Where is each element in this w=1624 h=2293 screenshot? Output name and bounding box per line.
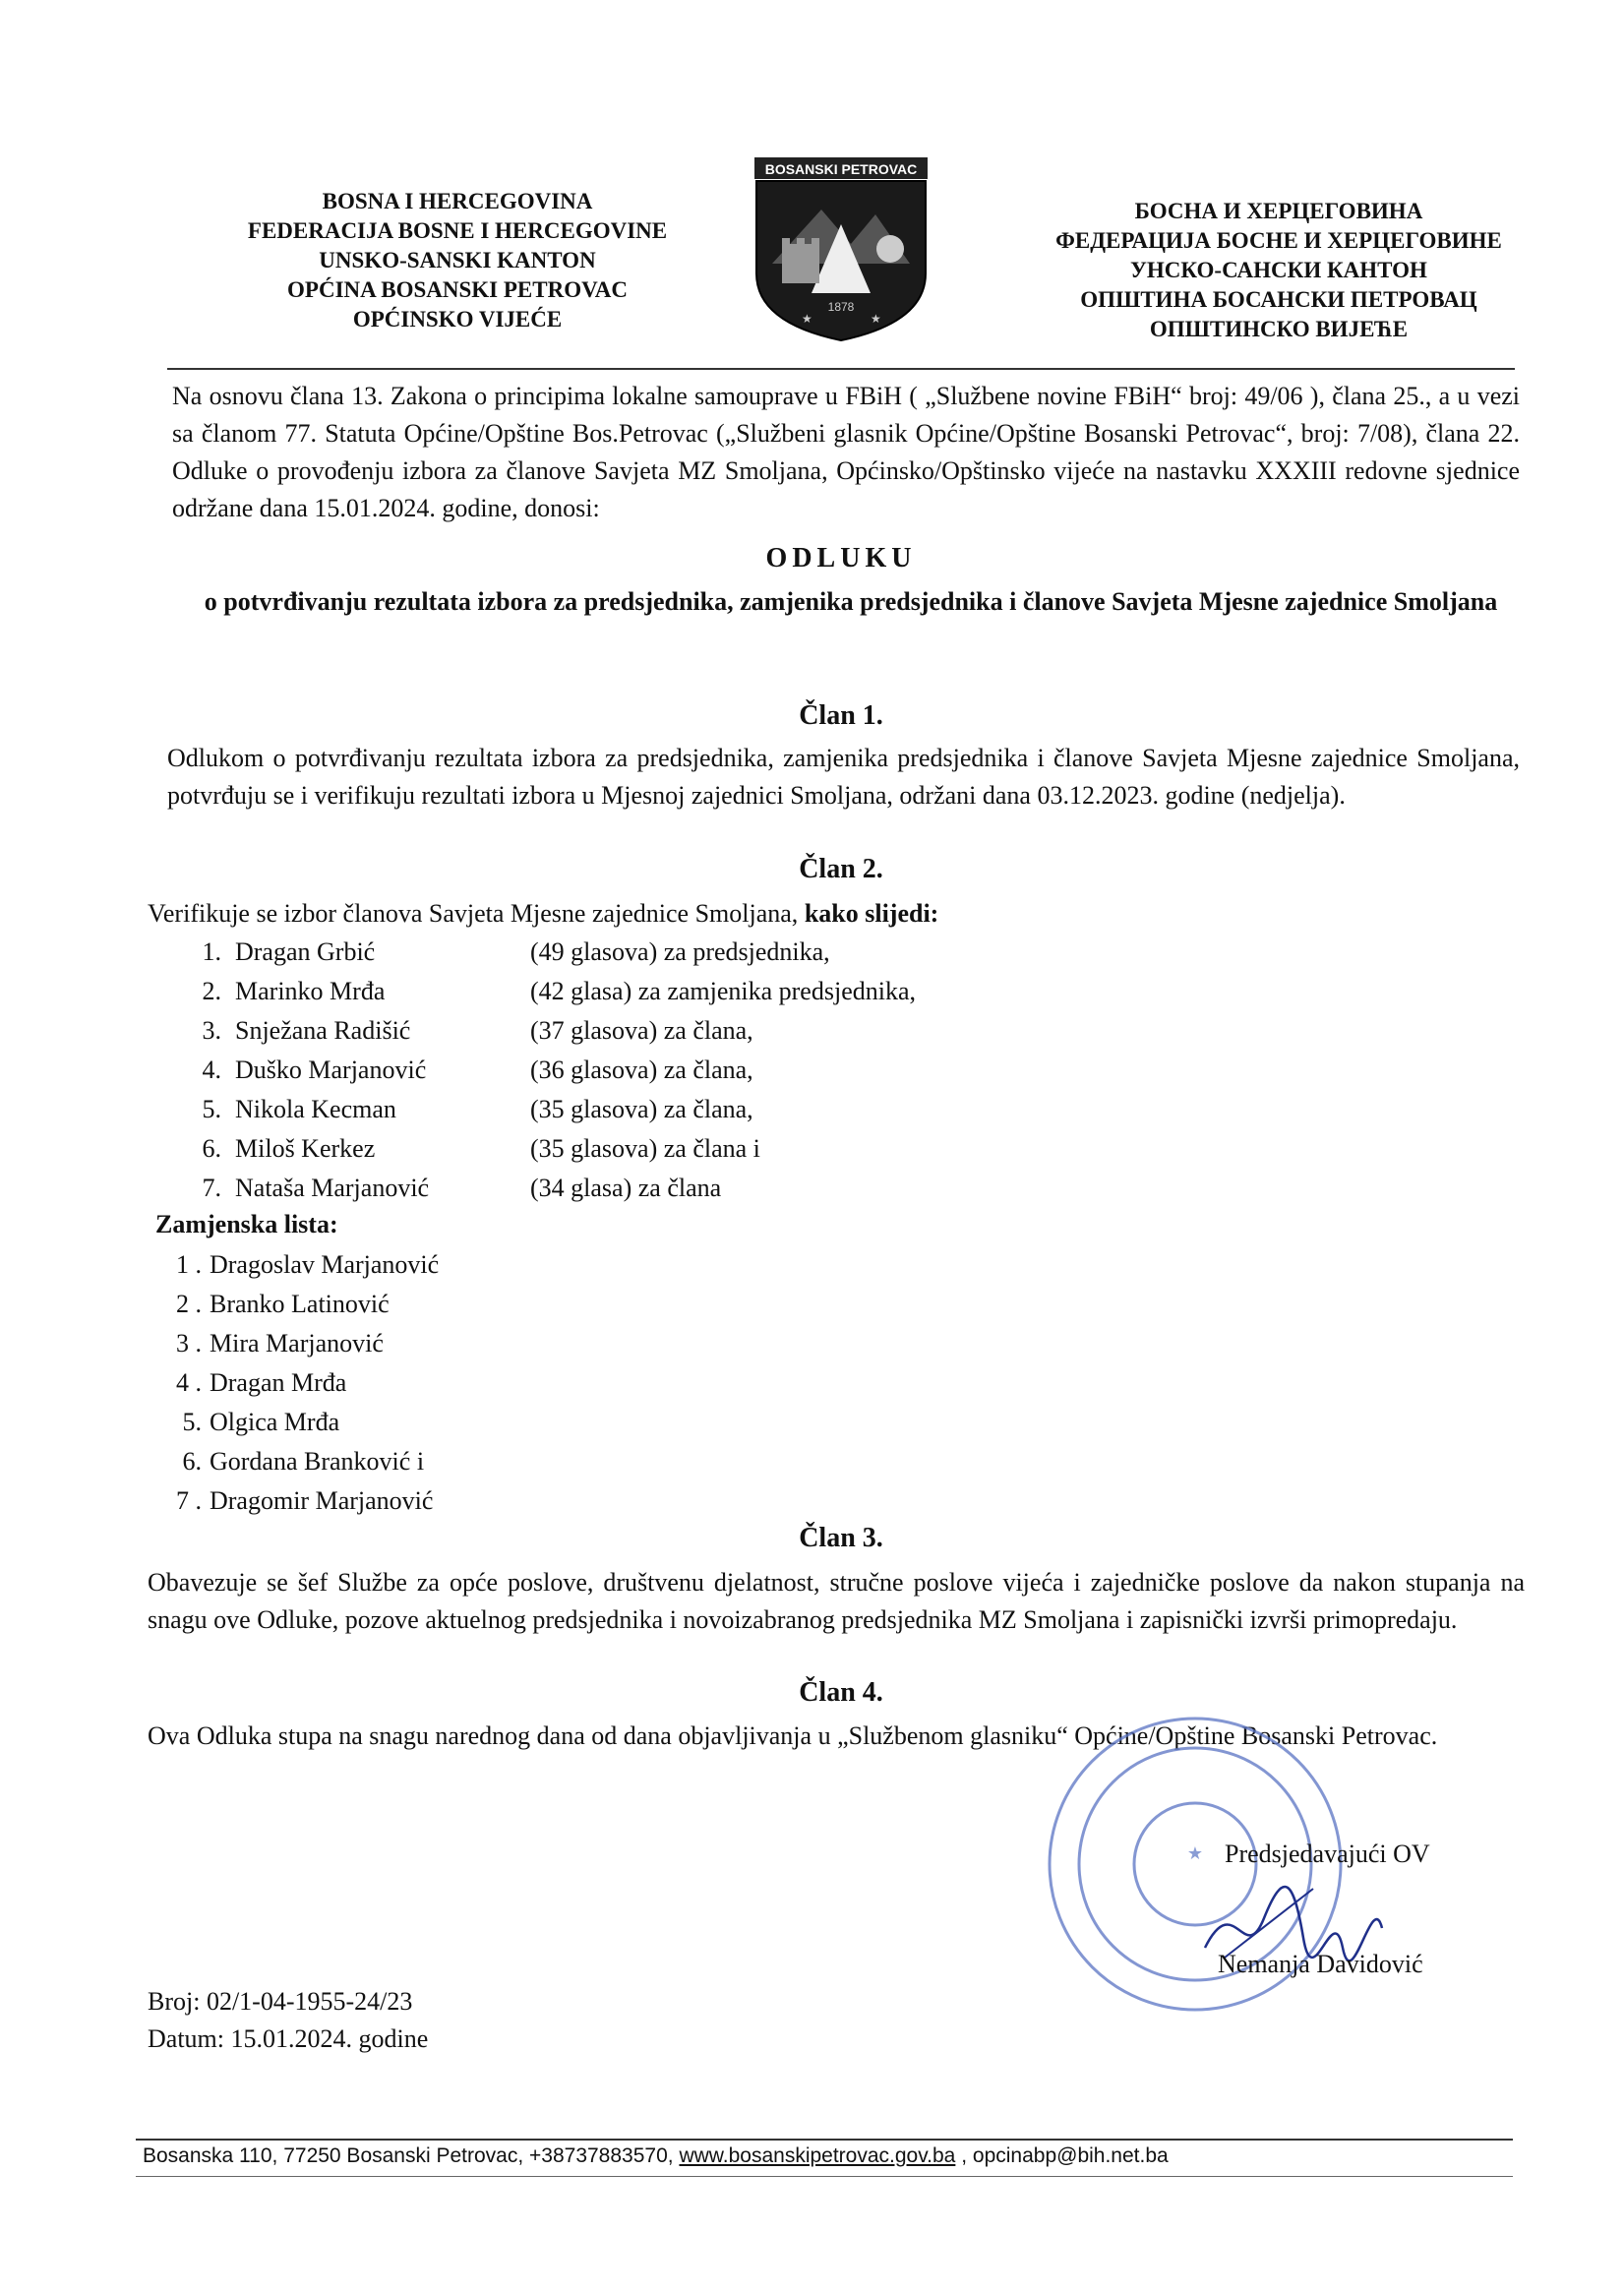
substitute-number: 4 . — [176, 1368, 202, 1397]
footer-contact — [143, 2144, 1169, 2168]
article-2-intro — [148, 895, 1328, 933]
crest-year: 1878 — [827, 300, 855, 314]
article-2-intro-bold: kako slijedi: — [798, 899, 939, 928]
substitute-list — [162, 1245, 752, 1521]
reference-number: Broj: 02/1-04-1955-24/23 — [148, 1987, 413, 2016]
member-row — [167, 1169, 1151, 1208]
member-number: 1. — [202, 937, 221, 966]
article-4-text: Ova Odluka stupa na snagu narednog dana od dana objavljivanja u „Službenom glasniku“ Općine/Opštine Bosanski Petrovac. — [148, 1721, 1438, 1750]
footer-address: Bosanska 110, 77250 Bosanski Petrovac, +38737883570, — [143, 2144, 680, 2167]
header-right-line2: ФЕДЕРАЦИЈА БОСНЕ И ХЕРЦЕГОВИНЕ — [1055, 228, 1502, 253]
member-name: Snježana Radišić — [235, 1016, 411, 1045]
header-left — [197, 187, 718, 334]
svg-text:★: ★ — [871, 312, 881, 326]
substitute-row — [162, 1245, 752, 1285]
member-row — [167, 1011, 1151, 1051]
header-right-line3: УНСКО-САНСКИ КАНТОН — [1130, 258, 1427, 282]
member-row — [167, 1090, 1151, 1129]
crest-shield-icon — [752, 155, 930, 342]
crest-banner: BOSANSKI PETROVAC — [764, 161, 918, 177]
substitute-name: Dragomir Marjanović — [210, 1486, 434, 1515]
member-result: (49 glasova) za predsjednika, — [530, 937, 830, 966]
substitute-number: 5. — [182, 1408, 202, 1436]
member-name: Marinko Mrđa — [235, 977, 386, 1005]
substitute-row — [162, 1403, 752, 1442]
member-result: (37 glasova) za člana, — [530, 1016, 753, 1045]
header-right-line5: ОПШТИНСКО ВИЈЕЋЕ — [1149, 317, 1409, 341]
substitute-name: Olgica Mrđa — [210, 1408, 340, 1436]
document-subtitle: o potvrđivanju rezultata izbora za predsjednika, zamjenika predsjednika i članove Savjeta Mjesne zajednice Smoljana — [204, 587, 1498, 616]
member-name: Nikola Kecman — [235, 1095, 396, 1123]
substitute-name: Gordana Branković i — [210, 1447, 425, 1476]
members-list — [167, 933, 1151, 1208]
member-number: 7. — [202, 1174, 221, 1202]
substitute-name: Branko Latinović — [210, 1290, 390, 1318]
member-name: Dragan Grbić — [235, 937, 376, 966]
member-name: Nataša Marjanović — [235, 1174, 430, 1202]
preamble: Na osnovu člana 13. Zakona o principima lokalne samouprave u FBiH ( „Službene novine FBiH“ broj: 49/06 ), člana 25., a u vezi sa članom 77. Statuta Općine/Opštine Bos.Petrovac („Službeni glasnik Općine/Opštine Bosanski Petrovac“, broj: 7/08), člana 22. Odluke o provođenju izbora za članove Savjeta MZ Smoljana, Općinsko/Opštinsko vijeće na nastavku XXXIII redovne sjednice održane dana 15.01.2024. godine, donosi: — [172, 382, 1520, 522]
substitute-row — [162, 1363, 752, 1403]
member-number: 5. — [202, 1095, 221, 1123]
member-result: (42 glasa) za zamjenika predsjednika, — [530, 977, 916, 1005]
article-4-heading: Član 4. — [799, 1677, 883, 1708]
municipality-crest — [752, 155, 930, 342]
member-result: (35 glasova) za člana, — [530, 1095, 753, 1123]
footer-separator: , — [955, 2144, 973, 2167]
footer-bottom-rule — [136, 2176, 1513, 2177]
document-title: ODLUKU — [765, 543, 917, 573]
substitute-name: Dragoslav Marjanović — [210, 1250, 440, 1279]
substitute-number: 1 . — [176, 1250, 202, 1279]
member-number: 2. — [202, 977, 221, 1005]
member-number: 3. — [202, 1016, 221, 1045]
reference-date: Datum: 15.01.2024. godine — [148, 2024, 429, 2053]
header-divider — [167, 368, 1515, 370]
header-right-line4: ОПШТИНА БОСАНСКИ ПЕТРОВАЦ — [1080, 287, 1477, 312]
article-1-text: Odlukom o potvrđivanju rezultata izbora za predsjednika, zamjenika predsjednika i članove Savjeta Mjesne zajednice Smoljana, potvrđuju se i verifikuju rezultati izbora u Mjesnoj zajednici Smoljana, održani dana 03.12.2023. godine (nedjelja). — [167, 744, 1520, 810]
article-2-heading: Član 2. — [799, 854, 883, 884]
article-3-text: Obavezuje se šef Službe za opće poslove, društvenu djelatnost, stručne poslove vijeća i zajedničke poslove da nakon stupanja na snagu ove Odluke, pozove aktuelnog predsjednika i novoizabranog predsjednika MZ Smoljana i zapisnički izvrši primopredaju. — [148, 1568, 1525, 1634]
member-result: (35 glasova) za člana i — [530, 1134, 760, 1163]
member-name: Duško Marjanović — [235, 1056, 427, 1084]
substitute-row — [162, 1324, 752, 1363]
substitute-name: Dragan Mrđa — [210, 1368, 347, 1397]
member-number: 4. — [202, 1056, 221, 1084]
substitute-list-heading: Zamjenska lista: — [155, 1210, 338, 1238]
header-right — [1003, 197, 1554, 344]
header-right-line1: БОСНА И ХЕРЦЕГОВИНА — [1134, 199, 1423, 223]
member-row — [167, 1051, 1151, 1090]
article-1-heading: Član 1. — [799, 700, 883, 731]
member-result: (34 glasa) za člana — [530, 1174, 722, 1202]
footer-website-link[interactable]: www.bosanskipetrovac.gov.ba — [679, 2144, 956, 2167]
footer-email[interactable]: opcinabp@bih.net.ba — [972, 2144, 1169, 2167]
substitute-number: 3 . — [176, 1329, 202, 1358]
member-row — [167, 1129, 1151, 1169]
substitute-number: 2 . — [176, 1290, 202, 1318]
header-left-line4: OPĆINA BOSANSKI PETROVAC — [287, 277, 628, 302]
substitute-number: 7 . — [176, 1486, 202, 1515]
header-left-line1: BOSNA I HERCEGOVINA — [322, 189, 593, 213]
header-left-line3: UNSKO-SANSKI KANTON — [319, 248, 596, 272]
substitute-row — [162, 1285, 752, 1324]
signatory-name: Nemanja Davidović — [1218, 1950, 1423, 1978]
svg-text:★: ★ — [802, 312, 812, 326]
substitute-row — [162, 1442, 752, 1481]
article-3-heading: Član 3. — [799, 1523, 883, 1553]
article-2-intro-text: Verifikuje se izbor članova Savjeta Mjesne zajednice Smoljana, — [148, 899, 799, 928]
signature-role: Predsjedavajući OV — [1225, 1840, 1430, 1868]
member-name: Miloš Kerkez — [235, 1134, 376, 1163]
svg-text:★: ★ — [1186, 1843, 1204, 1863]
reference-block — [148, 1983, 428, 2058]
substitute-number: 6. — [182, 1447, 202, 1476]
member-number: 6. — [202, 1134, 221, 1163]
member-row — [167, 972, 1151, 1011]
substitute-name: Mira Marjanović — [210, 1329, 384, 1358]
member-result: (36 glasova) za člana, — [530, 1056, 753, 1084]
footer-divider — [136, 2139, 1513, 2141]
member-row — [167, 933, 1151, 972]
substitute-row — [162, 1481, 752, 1521]
header-left-line5: OPĆINSKO VIJEĆE — [352, 307, 563, 332]
header-left-line2: FEDERACIJA BOSNE I HERCEGOVINE — [247, 218, 668, 243]
